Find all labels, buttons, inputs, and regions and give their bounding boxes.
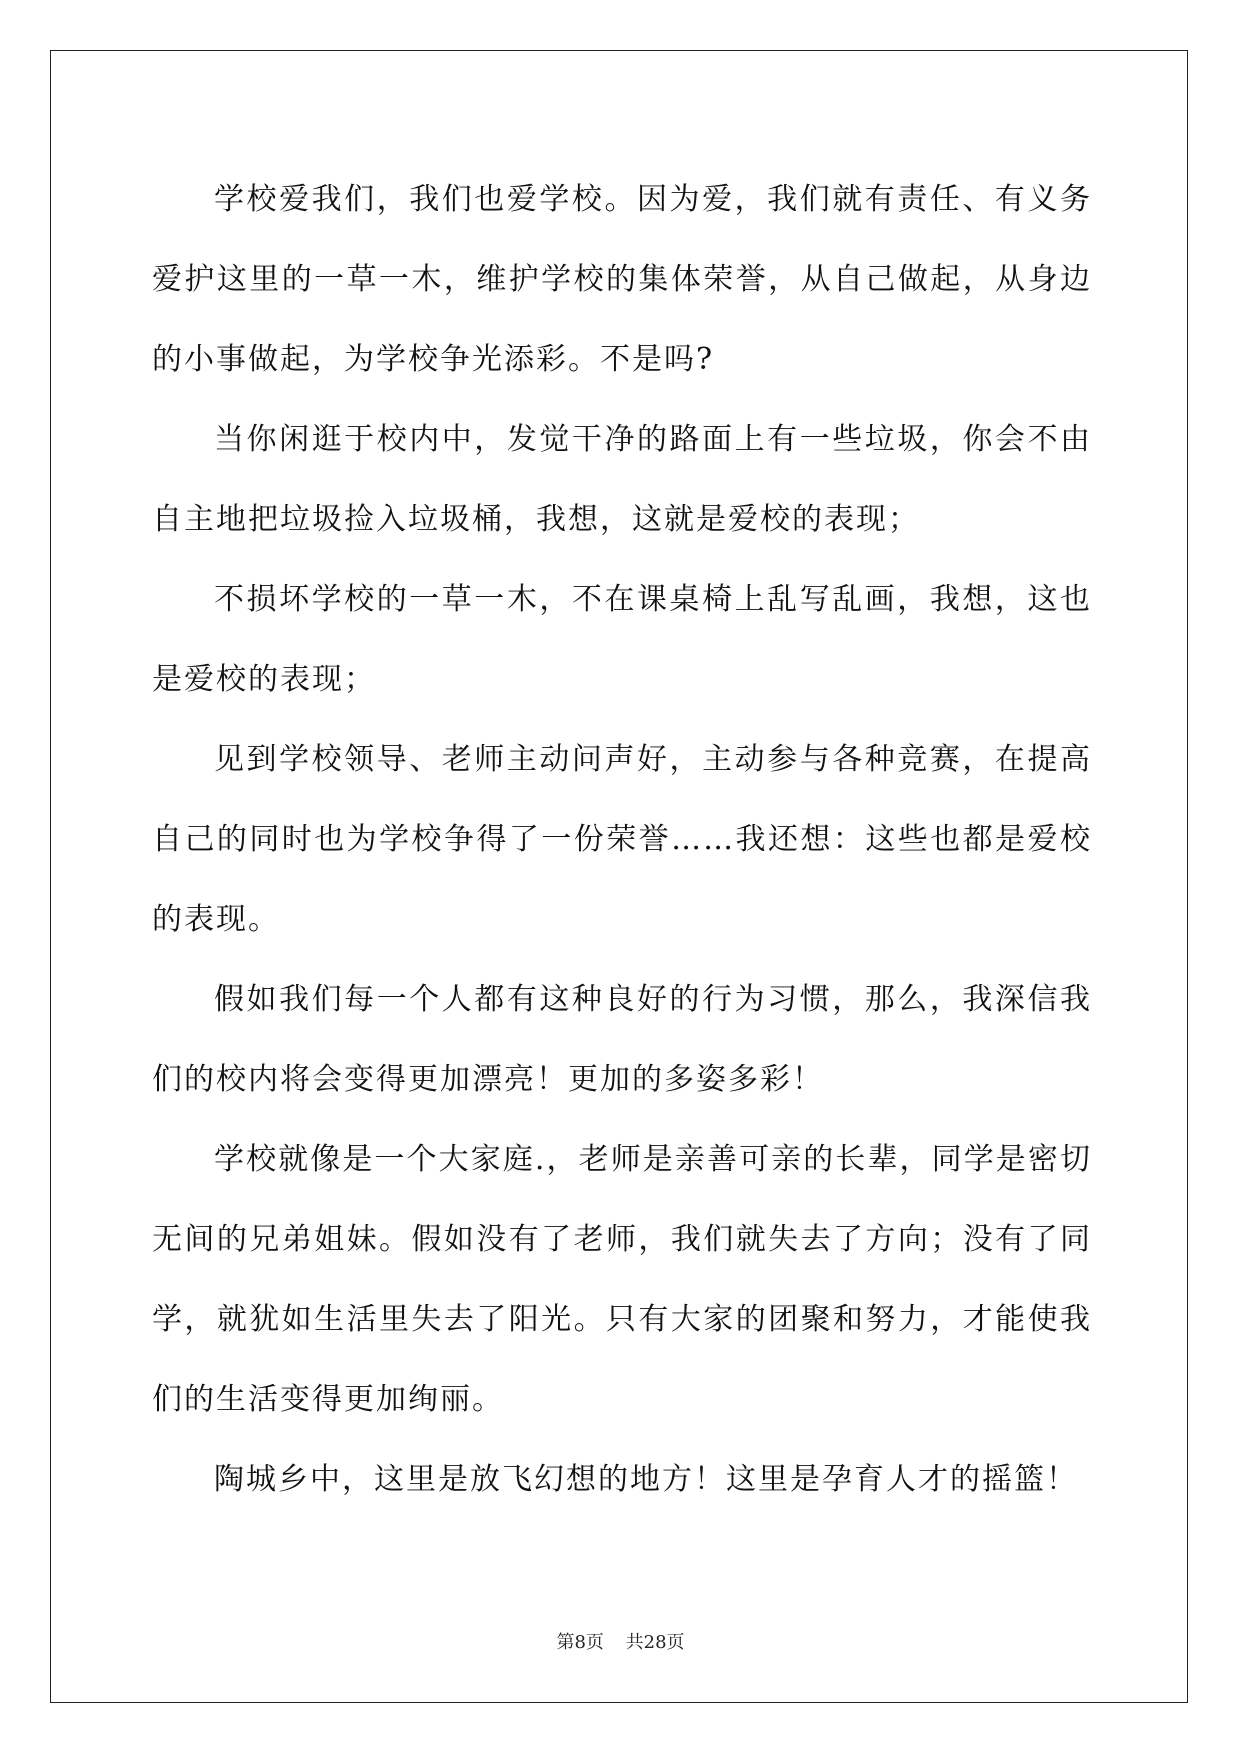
page-footer (0, 1628, 1241, 1654)
paragraph: 假如我们每一个人都有这种良好的行为习惯，那么，我深信我们的校内将会变得更加漂亮！更加的多姿多彩！ (152, 982, 1092, 1097)
page-total: 共28页 (625, 1632, 685, 1653)
paragraph: 学校爱我们，我们也爱学校。因为爱，我们就有责任、有义务爱护这里的一草一木，维护学校的集体荣誉，从自己做起，从身边的小事做起，为学校争光添彩。不是吗? (152, 182, 1092, 377)
page-number: 第8页 (556, 1632, 604, 1653)
paragraph: 不损坏学校的一草一木，不在课桌椅上乱写乱画，我想，这也是爱校的表现； (152, 582, 1092, 697)
paragraph: 当你闲逛于校内中，发觉干净的路面上有一些垃圾，你会不由自主地把垃圾捡入垃圾桶，我想，这就是爱校的表现； (152, 422, 1092, 537)
paragraph: 见到学校领导、老师主动问声好，主动参与各种竞赛，在提高自己的同时也为学校争得了一份荣誉……我还想：这些也都是爱校的表现。 (152, 742, 1092, 937)
paragraph: 陶城乡中，这里是放飞幻想的地方！这里是孕育人才的摇篮！ (214, 1462, 1078, 1497)
paragraph: 学校就像是一个大家庭.，老师是亲善可亲的长辈，同学是密切无间的兄弟姐妹。假如没有了老师，我们就失去了方向；没有了同学，就犹如生活里失去了阳光。只有大家的团聚和努力，才能使我们的生活变得更加绚丽。 (152, 1142, 1092, 1417)
document-body (152, 160, 1092, 1520)
